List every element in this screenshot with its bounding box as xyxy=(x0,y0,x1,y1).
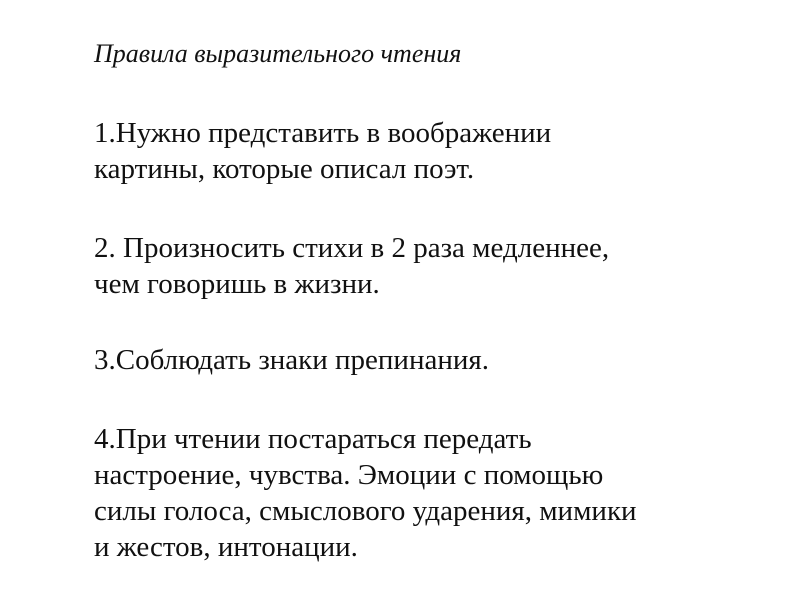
rule-line: чем говоришь в жизни. xyxy=(94,268,380,300)
rule-line: 2. Произносить стихи в 2 раза медленнее, xyxy=(94,232,610,264)
rule-item-1 xyxy=(94,115,551,187)
rule-line: картины, которые описал поэт. xyxy=(94,153,475,185)
rule-line: 3.Соблюдать знаки препинания. xyxy=(94,344,489,376)
page-title: Правила выразительного чтения xyxy=(94,39,462,68)
rule-item-3 xyxy=(94,342,489,378)
rule-line: настроение, чувства. Эмоции с помощью xyxy=(94,459,604,491)
rule-line: силы голоса, смыслового ударения, мимики xyxy=(94,495,637,527)
rule-item-2 xyxy=(94,230,609,302)
rule-line: 4.При чтении постараться передать xyxy=(94,423,532,455)
rule-item-4 xyxy=(94,421,637,565)
rule-line: 1.Нужно представить в воображении xyxy=(94,117,552,149)
rule-line: и жестов, интонации. xyxy=(94,531,358,563)
